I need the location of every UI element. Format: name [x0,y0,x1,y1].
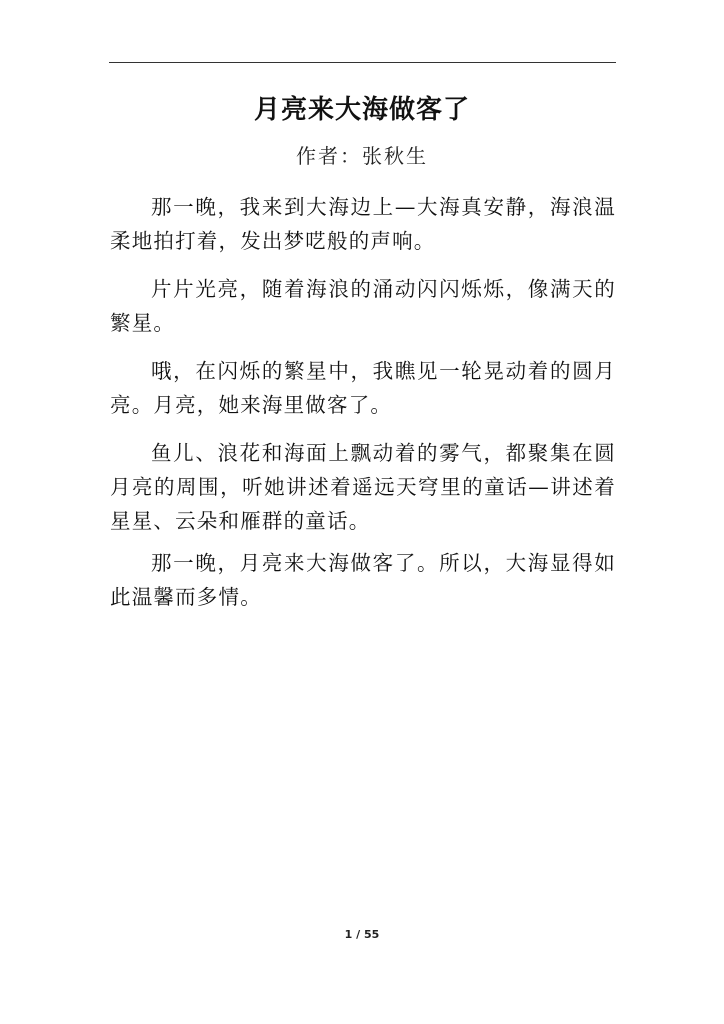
paragraph-2: 片片光亮，随着海浪的涌动闪闪烁烁，像满天的繁星。 [110,277,616,335]
paragraph-3: 哦，在闪烁的繁星中，我瞧见一轮晃动着的圆月亮。月亮，她来海里做客了。 [110,359,616,417]
header-rule [109,62,616,63]
document-body [110,190,616,628]
paragraph-1: 那一晚，我来到大海边上—大海真安静，海浪温柔地拍打着，发出梦呓般的声响。 [110,195,616,253]
paragraph-4: 鱼儿、浪花和海面上飘动着的雾气，都聚集在圆月亮的周围，听她讲述着遥远天穹里的童话—讲述着星星、云朵和雁群的童话。 [110,441,616,533]
author-line: 作者：张秋生 [296,144,428,168]
paragraph-5: 那一晚，月亮来大海做客了。所以，大海显得如此温馨而多情。 [110,551,616,609]
page-number: 1 / 55 [344,928,380,941]
document-title: 月亮来大海做客了 [253,95,470,125]
